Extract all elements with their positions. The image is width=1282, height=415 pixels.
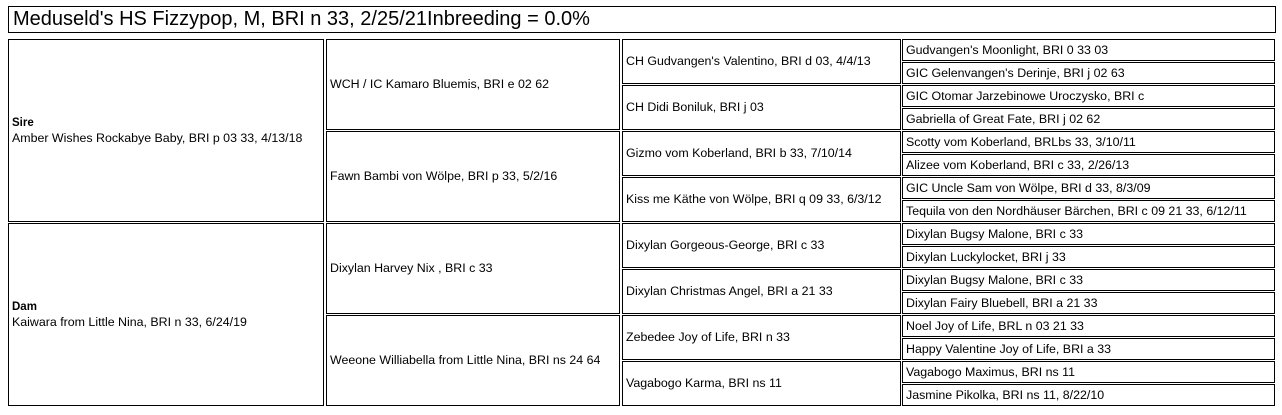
sds-sire-cell: Scotty vom Koberland, BRLbs 33, 3/10/11 <box>902 131 1275 153</box>
sire-label: Sire <box>12 117 34 129</box>
dss-sire-cell: Dixylan Bugsy Malone, BRI c 33 <box>902 223 1275 245</box>
ssd-dam-cell: Gabriella of Great Fate, BRI j 02 62 <box>902 108 1275 130</box>
sss-dam-cell: GIC Gelenvangen's Derinje, BRI j 02 63 <box>902 62 1275 84</box>
sdd-sire-cell: GIC Uncle Sam von Wölpe, BRI d 33, 8/3/09 <box>902 177 1275 199</box>
sdd-dam-cell: Tequila von den Nordhäuser Bärchen, BRI c 09 21 33, 6/12/11 <box>902 200 1275 222</box>
dam-label: Dam <box>12 301 37 313</box>
sd-sire-cell: Gizmo vom Koberland, BRI b 33, 7/10/14 <box>622 131 901 176</box>
dam-sire-cell: Dixylan Harvey Nix , BRI c 33 <box>326 223 620 314</box>
ss-sire-cell: CH Gudvangen's Valentino, BRI d 03, 4/4/13 <box>622 39 901 84</box>
ddd-sire-cell: Vagabogo Maximus, BRI ns 11 <box>902 361 1275 383</box>
ddd-dam-cell: Jasmine Pikolka, BRI ns 11, 8/22/10 <box>902 384 1275 406</box>
dds-dam-cell: Happy Valentine Joy of Life, BRI a 33 <box>902 338 1275 360</box>
ss-dam-cell: CH Didi Boniluk, BRI j 03 <box>622 85 901 130</box>
ssd-sire-cell: GIC Otomar Jarzebinowe Uroczysko, BRI c <box>902 85 1275 107</box>
dd-dam-cell: Vagabogo Karma, BRI ns 11 <box>622 361 901 406</box>
dam-cell <box>8 223 324 406</box>
dss-dam-cell: Dixylan Luckylocket, BRI j 33 <box>902 246 1275 268</box>
sire-cell <box>8 39 324 222</box>
ds-sire-cell: Dixylan Gorgeous-George, BRI c 33 <box>622 223 901 268</box>
sds-dam-cell: Alizee vom Koberland, BRI c 33, 2/26/13 <box>902 154 1275 176</box>
dam-dam-cell: Weeone Williabella from Little Nina, BRI ns 24 64 <box>326 315 620 406</box>
sss-sire-cell: Gudvangen's Moonlight, BRI 0 33 03 <box>902 39 1275 61</box>
ds-dam-cell: Dixylan Christmas Angel, BRI a 21 33 <box>622 269 901 314</box>
dsd-sire-cell: Dixylan Bugsy Malone, BRI c 33 <box>902 269 1275 291</box>
dds-sire-cell: Noel Joy of Life, BRL n 03 21 33 <box>902 315 1275 337</box>
pedigree-title: Meduseld's HS Fizzypop, M, BRI n 33, 2/25/21Inbreeding = 0.0% <box>8 6 1276 33</box>
sire-sire-cell: WCH / IC Kamaro Bluemis, BRI e 02 62 <box>326 39 620 130</box>
dam-name: Kaiwara from Little Nina, BRI n 33, 6/24/19 <box>12 315 247 329</box>
dd-sire-cell: Zebedee Joy of Life, BRI n 33 <box>622 315 901 360</box>
sd-dam-cell: Kiss me Käthe von Wölpe, BRI q 09 33, 6/3/12 <box>622 177 901 222</box>
dsd-dam-cell: Dixylan Fairy Bluebell, BRI a 21 33 <box>902 292 1275 314</box>
sire-dam-cell: Fawn Bambi von Wölpe, BRI p 33, 5/2/16 <box>326 131 620 222</box>
sire-name: Amber Wishes Rockabye Baby, BRI p 03 33, 4/13/18 <box>12 131 303 145</box>
